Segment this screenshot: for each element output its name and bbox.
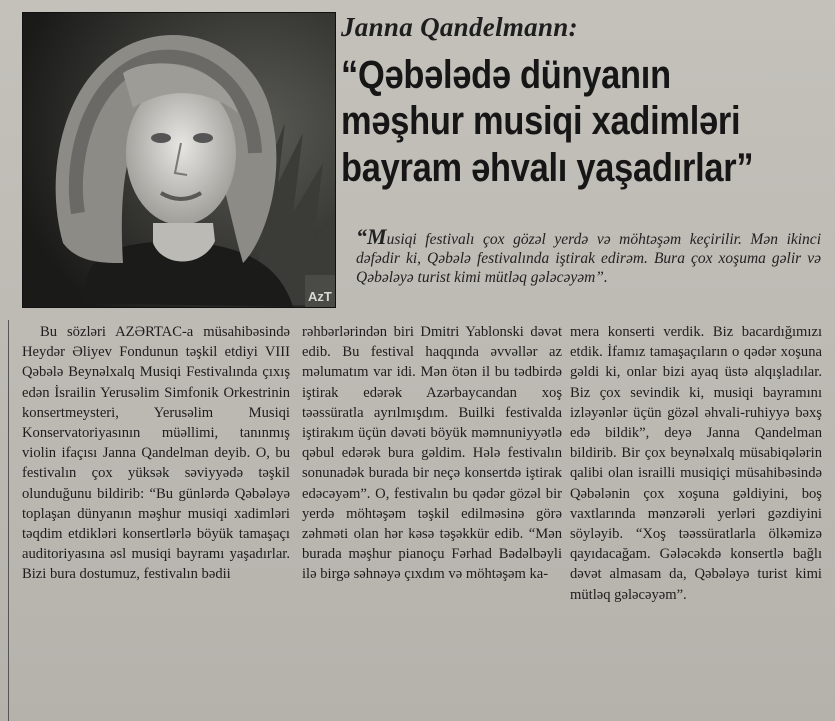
article-headline <box>341 52 754 191</box>
headline-line-3: bayram əhvalı yaşadırlar” <box>341 145 754 190</box>
article-column-3: mera konserti verdik. Biz bacardığımızı etdik. İfamız tamaşaçıların o qədər xoşuna gəldi ki, onlar bizi ayaq üstə alqışladılar. Biz çox sevindik ki, musiqi bayramını izləyənlər üçün gözəl əhvali-ruhiyyə bəxş edə bildik”, deyə Janna Qandelman bildirib. Bir çox beynəlxalq müsabiqələrin qalibi olan israilli musiqiçi müsahibəsində Qəbələnin çox xoşuna gəldiyini, boş vaxtlarında mənzərəli yerləri gəzdiyini söyləyib. “Xoş təəssüratlarla ölkəmizə qayıdacağam. Gələcəkdə konsertlə bağlı dəvət almasam da, Qəbələyə turist kimi mütləq gələcəyəm”. <box>570 324 822 603</box>
lead-drop-cap: “M <box>356 224 387 249</box>
article-lead-quote <box>356 224 821 287</box>
column-divider <box>8 320 9 721</box>
headline-line-2: məşhur musiqi xadimləri <box>341 99 741 144</box>
article-byline: Janna Qandelmann: <box>341 12 578 42</box>
portrait-photo-illustration <box>23 13 335 307</box>
photo-watermark: AzT <box>308 289 332 304</box>
article-column-1: Bu sözləri AZƏRTAC-a müsahibəsində Heydər Əliyev Fondunun təşkil etdiyi VIII Qəbələ Beynəlxalq Musiqi Festivalında çıxış edən İsrailin Yerusəlim Simfonik Orkestrinin konsertmeysteri, Yerusəlim Musiqi Konservatoriyasının müəllimi, tanınmış violin ifaçısı Janna Qandelman deyib. O, bu festivalın çox yüksək səviyyədə təşkil olunduğunu bildirib: “Bu günlərdə Qəbələyə toplaşan dünyanın məşhur musiqi xadimləri təqdim etdikləri konsertlərlə böyük tamaşaçı auditoriyasına əsl musiqi bayramı yaşadırlar. Bizi bura dostumuz, festivalın bədii <box>22 324 290 583</box>
portrait-photo <box>22 12 336 308</box>
headline-line-1: “Qəbələdə dünyanın <box>341 53 671 97</box>
lead-text: usiqi festivalı çox gözəl yerdə və möhtəşəm keçirilir. Mən ikinci dəfədir ki, Qəbələ festivalında iştirak edirəm. Bura çox xoşuma gəlir və Qəbələyə turist kimi mütləq gələcəyəm”. <box>356 231 821 286</box>
article-column-2: rəhbərlərindən biri Dmitri Yablonski dəvət edib. Bu festival haqqında əvvəllər az məlumatım var idi. Mən ötən il bu tədbirdə iştirak edərək Azərbaycandan xoş təəssüratla ayrılmışdım. Builki festivalda iştirakım üçün dəvəti böyük məmnuniyyətlə qəbul edərək bura gəldim. Hələ festivalın sonunadək burada bir neçə konsertdə iştirak edəcəyəm”. O, festivalın bu qədər gözəl bir yerdə möhtəşəm təşkil edilməsinə görə zəhməti olan hər kəsə təşəkkür edib. “Mən burada məşhur pianoçu Fərhad Bədəlbəyli ilə birgə səhnəyə çıxdım və möhtəşəm ka- <box>302 324 562 583</box>
